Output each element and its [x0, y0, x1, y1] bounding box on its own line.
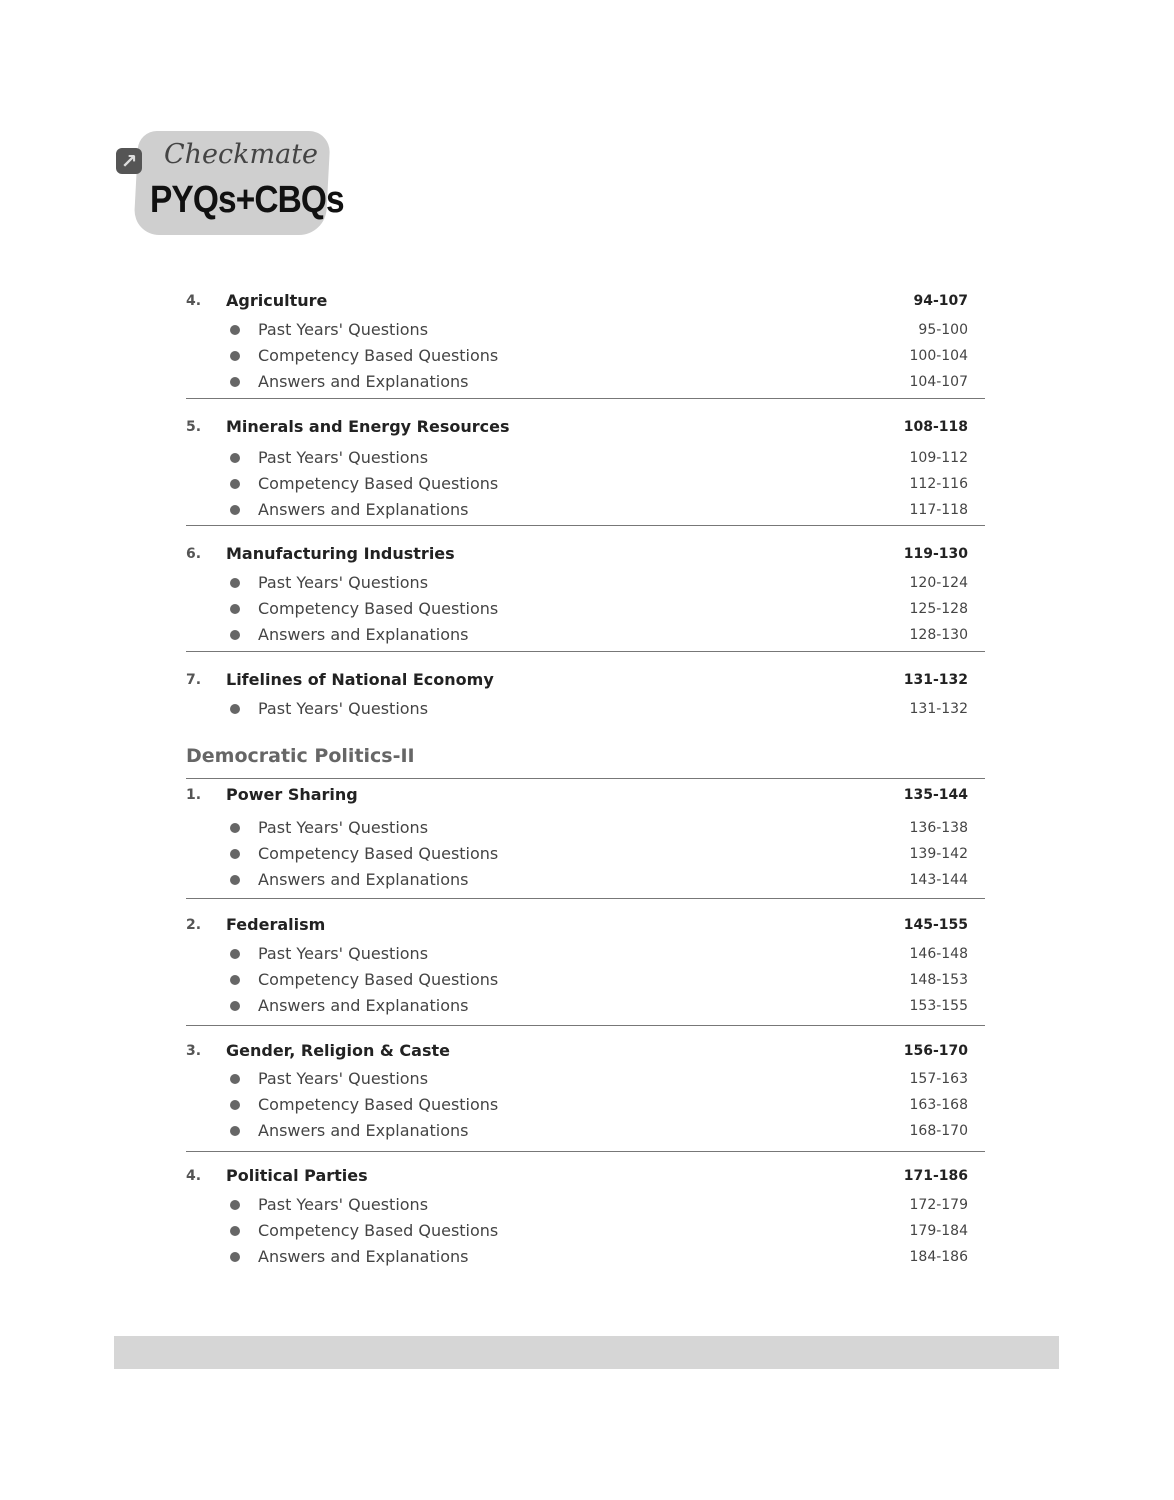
arrow-icon: ↗ [116, 148, 142, 174]
toc-item[interactable] [186, 1068, 968, 1090]
chapter-number: 1. [186, 787, 202, 803]
chapter-row[interactable] [186, 543, 968, 565]
item-label: Competency Based Questions [258, 844, 499, 863]
bullet-icon [230, 949, 240, 959]
item-label: Past Years' Questions [258, 818, 429, 837]
bullet-icon [230, 823, 240, 833]
chapter-row[interactable] [186, 669, 968, 691]
chapter-pages: 171-186 [903, 1168, 968, 1184]
toc-item[interactable] [186, 1194, 968, 1216]
bullet-icon [230, 479, 240, 489]
chapter-pages: 131-132 [903, 672, 968, 688]
toc-item[interactable] [186, 869, 968, 891]
toc-item[interactable] [186, 473, 968, 495]
divider [186, 1025, 985, 1026]
chapter-row[interactable] [186, 1040, 968, 1062]
item-label: Past Years' Questions [258, 1195, 429, 1214]
item-label: Competency Based Questions [258, 474, 499, 493]
bullet-icon [230, 351, 240, 361]
chapter-number: 6. [186, 546, 202, 562]
toc-item[interactable] [186, 1094, 968, 1116]
toc-item[interactable] [186, 345, 968, 367]
item-label: Past Years' Questions [258, 573, 429, 592]
item-pages: 100-104 [909, 348, 968, 364]
toc-item[interactable] [186, 447, 968, 469]
item-label: Past Years' Questions [258, 320, 429, 339]
chapter-row[interactable] [186, 1165, 968, 1187]
item-pages: 157-163 [909, 1071, 968, 1087]
divider [186, 398, 985, 399]
toc-item[interactable] [186, 1246, 968, 1268]
item-label: Past Years' Questions [258, 448, 429, 467]
chapter-title: Manufacturing Industries [226, 544, 455, 563]
chapter-title: Political Parties [226, 1166, 368, 1185]
item-pages: 95-100 [918, 322, 968, 338]
chapter-title: Minerals and Energy Resources [226, 417, 510, 436]
chapter-row[interactable] [186, 914, 968, 936]
item-pages: 184-186 [909, 1249, 968, 1265]
item-label: Answers and Explanations [258, 1121, 469, 1140]
toc-item[interactable] [186, 943, 968, 965]
item-pages: 128-130 [909, 627, 968, 643]
item-label: Competency Based Questions [258, 346, 499, 365]
item-label: Answers and Explanations [258, 372, 469, 391]
checkmate-logo [116, 131, 344, 237]
item-pages: 168-170 [909, 1123, 968, 1139]
footer-bar [114, 1336, 1059, 1369]
chapter-row[interactable] [186, 290, 968, 312]
item-pages: 120-124 [909, 575, 968, 591]
toc-item[interactable] [186, 969, 968, 991]
bullet-icon [230, 849, 240, 859]
bullet-icon [230, 975, 240, 985]
item-pages: 163-168 [909, 1097, 968, 1113]
chapter-title: Lifelines of National Economy [226, 670, 494, 689]
chapter-pages: 156-170 [903, 1043, 968, 1059]
bullet-icon [230, 1226, 240, 1236]
chapter-title: Power Sharing [226, 785, 358, 804]
item-pages: 125-128 [909, 601, 968, 617]
divider [186, 1151, 985, 1152]
logo-main-text: PYQs+CBQs [150, 179, 344, 221]
item-pages: 172-179 [909, 1197, 968, 1213]
item-label: Competency Based Questions [258, 1095, 499, 1114]
chapter-title: Agriculture [226, 291, 328, 310]
bullet-icon [230, 1200, 240, 1210]
bullet-icon [230, 1074, 240, 1084]
toc-item[interactable] [186, 499, 968, 521]
chapter-pages: 108-118 [903, 419, 968, 435]
item-pages: 139-142 [909, 846, 968, 862]
item-pages: 148-153 [909, 972, 968, 988]
toc-item[interactable] [186, 1220, 968, 1242]
chapter-number: 4. [186, 293, 202, 309]
divider [186, 525, 985, 526]
bullet-icon [230, 875, 240, 885]
toc-item[interactable] [186, 319, 968, 341]
item-pages: 131-132 [909, 701, 968, 717]
toc-item[interactable] [186, 598, 968, 620]
item-pages: 136-138 [909, 820, 968, 836]
item-label: Answers and Explanations [258, 870, 469, 889]
chapter-row[interactable] [186, 416, 968, 438]
item-pages: 153-155 [909, 998, 968, 1014]
item-label: Past Years' Questions [258, 699, 429, 718]
bullet-icon [230, 630, 240, 640]
item-pages: 112-116 [909, 476, 968, 492]
toc-item[interactable] [186, 624, 968, 646]
chapter-number: 3. [186, 1043, 202, 1059]
bullet-icon [230, 1001, 240, 1011]
chapter-pages: 145-155 [903, 917, 968, 933]
logo-script-text: Checkmate [164, 139, 319, 170]
item-label: Answers and Explanations [258, 996, 469, 1015]
chapter-number: 5. [186, 419, 202, 435]
bullet-icon [230, 325, 240, 335]
section-heading: Democratic Politics-II [186, 745, 415, 767]
divider [186, 898, 985, 899]
item-pages: 117-118 [909, 502, 968, 518]
item-label: Answers and Explanations [258, 1247, 469, 1266]
chapter-title: Gender, Religion & Caste [226, 1041, 450, 1060]
chapter-row[interactable] [186, 784, 968, 806]
toc-item[interactable] [186, 698, 968, 720]
toc-item[interactable] [186, 817, 968, 839]
toc-item[interactable] [186, 371, 968, 393]
item-label: Competency Based Questions [258, 1221, 499, 1240]
item-label: Past Years' Questions [258, 944, 429, 963]
item-label: Competency Based Questions [258, 970, 499, 989]
divider [186, 651, 985, 652]
bullet-icon [230, 505, 240, 515]
bullet-icon [230, 1100, 240, 1110]
item-pages: 109-112 [909, 450, 968, 466]
item-label: Answers and Explanations [258, 625, 469, 644]
chapter-pages: 135-144 [903, 787, 968, 803]
chapter-pages: 119-130 [903, 546, 968, 562]
toc-item[interactable] [186, 995, 968, 1017]
item-label: Answers and Explanations [258, 500, 469, 519]
chapter-title: Federalism [226, 915, 326, 934]
chapter-number: 7. [186, 672, 202, 688]
bullet-icon [230, 704, 240, 714]
bullet-icon [230, 1252, 240, 1262]
bullet-icon [230, 453, 240, 463]
item-pages: 143-144 [909, 872, 968, 888]
toc-item[interactable] [186, 572, 968, 594]
toc-item[interactable] [186, 1120, 968, 1142]
toc-item[interactable] [186, 843, 968, 865]
bullet-icon [230, 578, 240, 588]
item-pages: 104-107 [909, 374, 968, 390]
bullet-icon [230, 377, 240, 387]
chapter-pages: 94-107 [913, 293, 968, 309]
item-label: Competency Based Questions [258, 599, 499, 618]
item-label: Past Years' Questions [258, 1069, 429, 1088]
bullet-icon [230, 604, 240, 614]
item-pages: 179-184 [909, 1223, 968, 1239]
item-pages: 146-148 [909, 946, 968, 962]
divider [186, 778, 985, 779]
chapter-number: 4. [186, 1168, 202, 1184]
chapter-number: 2. [186, 917, 202, 933]
bullet-icon [230, 1126, 240, 1136]
